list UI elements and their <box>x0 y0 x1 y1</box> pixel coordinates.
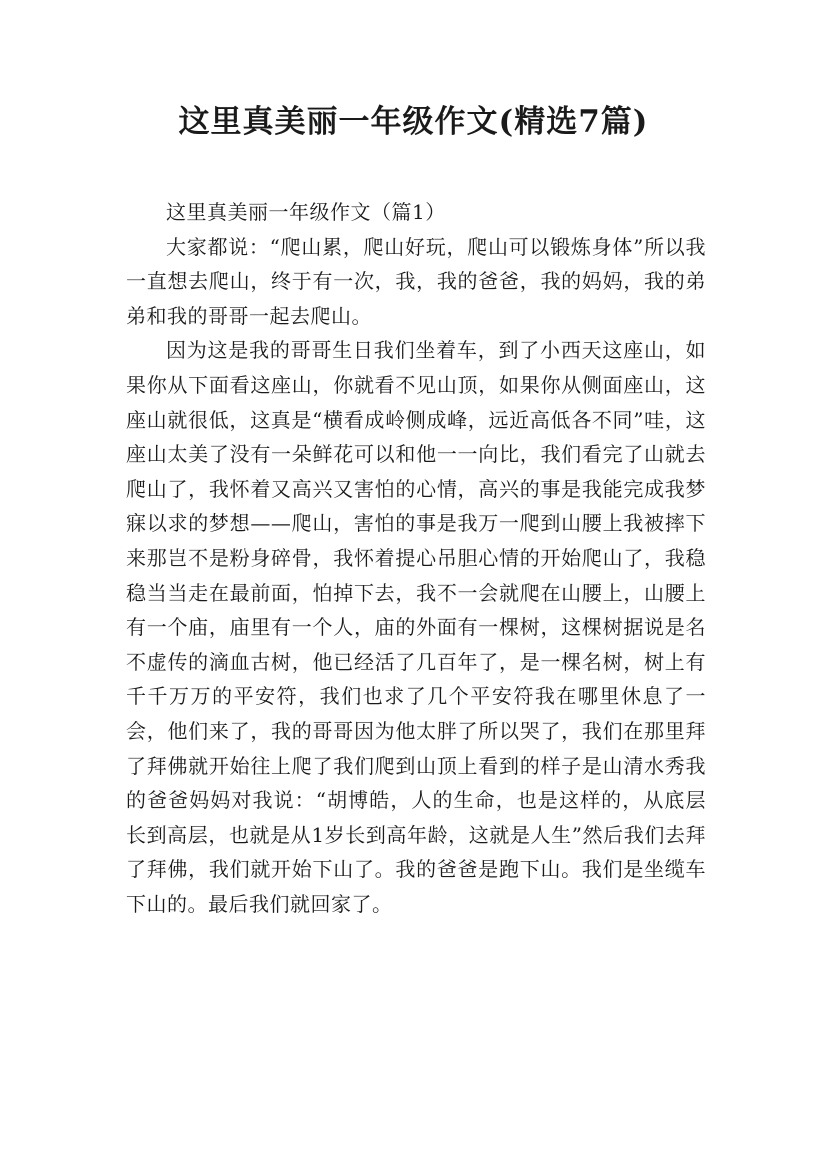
section-heading: 这里真美丽一年级作文（篇1） <box>166 200 446 224</box>
paragraph-2: 因为这是我的哥哥生日我们坐着车，到了小西天这座山，如果你从下面看这座山，你就看不见山顶，如果你从侧面座山，这座山就很低，这真是“横看成岭侧成峰，远近高低各不同”哇，这座山太美了没有一朵鲜花可以和他一一向比，我们看完了山就去爬山了，我怀着又高兴又害怕的心情，高兴的事是我能完成我梦寐以求的梦想——爬山，害怕的事是我万一爬到山腰上我被摔下来那岂不是粉身碎骨，我怀着提心吊胆心情的开始爬山了，我稳稳当当走在最前面，怕掉下去，我不一会就爬在山腰上，山腰上有一个庙，庙里有一个人，庙的外面有一棵树，这棵树据说是名不虚传的滴血古树，他已经活了几百年了，是一棵名树，树上有千千万万的平安符，我们也求了几个平安符我在哪里休息了一会，他们来了，我的哥哥因为他太胖了所以哭了，我们在那里拜了拜佛就开始往上爬了我们爬到山顶上看到的样子是山清水秀我的爸爸妈妈对我说：“胡博皓，人的生命，也是这样的，从底层长到高层，也就是从1岁长到高年龄，这就是人生”然后我们去拜了拜佛，我们就开始下山了。我的爸爸是跑下山。我们是坐缆车下山的。最后我们就回家了。 <box>126 338 706 916</box>
document-title: 这里真美丽一年级作文(精选7篇) <box>178 104 649 140</box>
paragraph-1: 大家都说：“爬山累，爬山好玩，爬山可以锻炼身体”所以我一直想去爬山，终于有一次，我，我的爸爸，我的妈妈，我的弟弟和我的哥哥一起去爬山。 <box>126 234 706 328</box>
document-body <box>126 195 706 921</box>
